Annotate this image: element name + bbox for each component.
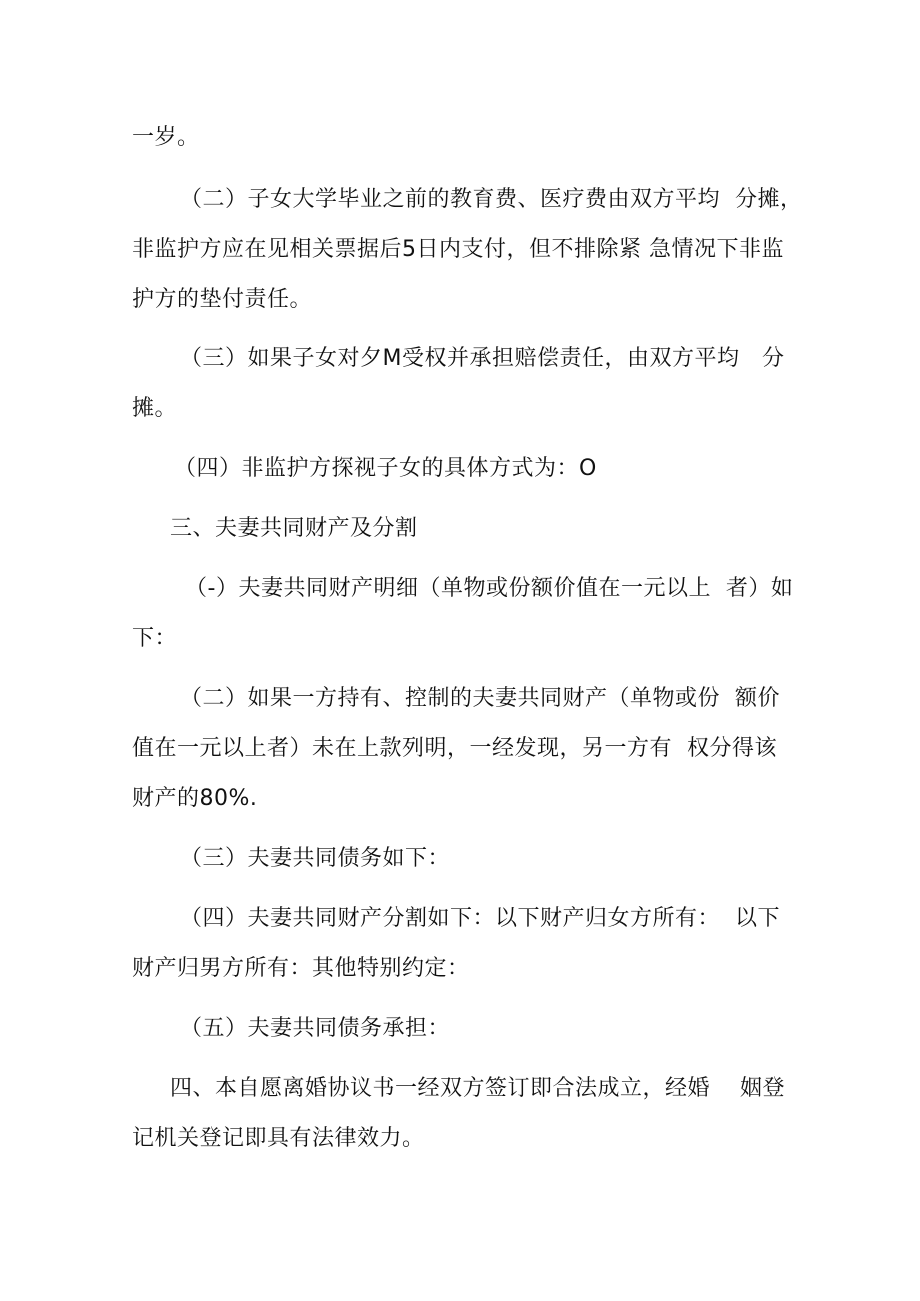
paragraph-2-line-1: 摊。 [132, 396, 178, 421]
paragraph-6-line-1: 值在一元以上者）未在上款列明，一经发现，另一方有 权分得该 [132, 736, 777, 761]
paragraph-2-line-0: （三）如果子女对夕M受权并承担赔偿责任，由双方平均 分 [180, 346, 785, 371]
paragraph-9-line-0: （五）夫妻共同债务承担： [180, 1016, 451, 1041]
paragraph-6-line-0: （二）如果一方持有、控制的夫妻共同财产（单物或份 额价 [180, 686, 780, 711]
paragraph-0-line-0: 一岁。 [132, 125, 200, 150]
paragraph-3-line-0: （四）非监护方探视子女的具体方式为：O [174, 456, 597, 481]
paragraph-8-line-1: 财产归男方所有：其他特别约定： [132, 956, 470, 981]
paragraph-7-line-0: （三）夫妻共同债务如下： [180, 846, 451, 871]
paragraph-1-line-2: 护方的垫付责任。 [132, 287, 313, 312]
paragraph-1-line-0: （二）子女大学毕业之前的教育费、医疗费由双方平均 分摊， [180, 187, 803, 212]
paragraph-1-line-1: 非监护方应在见相关票据后5日内支付，但不排除紧 急情况下非监 [132, 237, 784, 262]
section-heading-4-line-1: 记机关登记即具有法律效力。 [132, 1126, 425, 1151]
paragraph-5-line-1: 下： [132, 626, 178, 651]
section-heading-3: 三、夫妻共同财产及分割 [170, 516, 418, 541]
paragraph-6-line-2: 财产的80%. [132, 786, 258, 811]
paragraph-5-line-0: （-）夫妻共同财产明细（单物或份额价值在一元以上 者）如 [185, 576, 794, 601]
paragraph-8-line-0: （四）夫妻共同财产分割如下：以下财产归女方所有： 以下 [180, 906, 780, 931]
section-heading-4-line-0: 四、本自愿离婚协议书一经双方签订即合法成立，经婚 姻登 [170, 1076, 785, 1101]
